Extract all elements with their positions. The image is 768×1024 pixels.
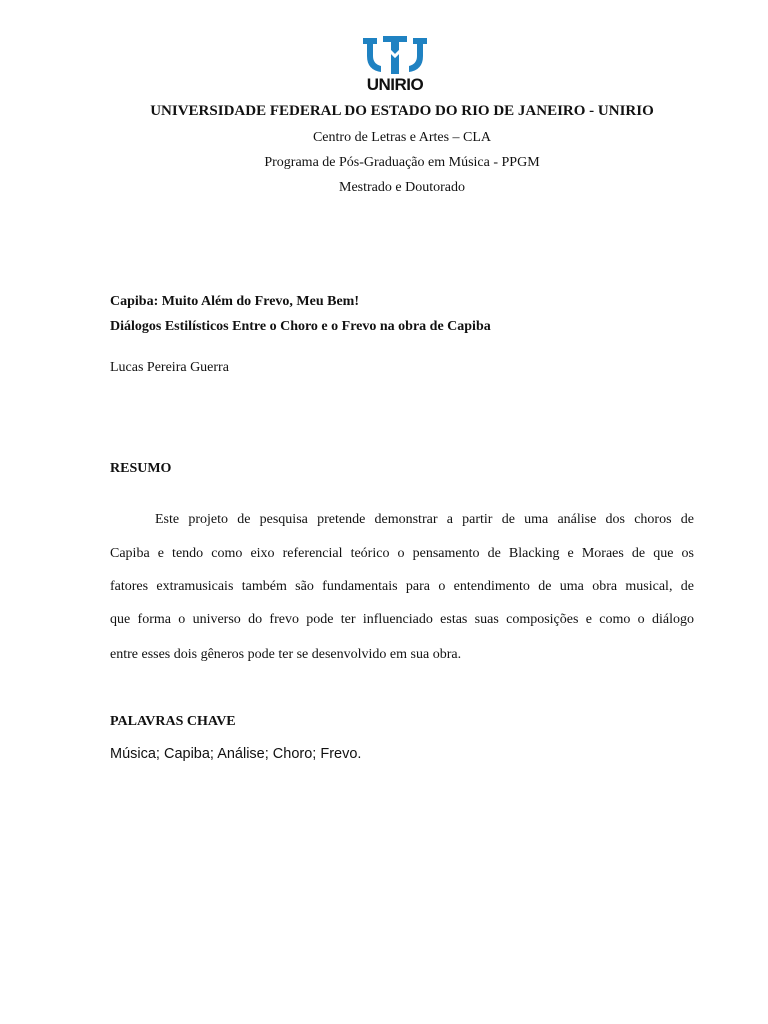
author-name: Lucas Pereira Guerra: [110, 360, 229, 375]
abstract-line: fatores extramusicais também são fundamentais para o entendimento de uma obra musical, de: [110, 579, 694, 594]
program-name: Programa de Pós-Graduação em Música - PPGM: [264, 155, 540, 170]
work-title: Capiba: Muito Além do Frevo, Meu Bem!: [110, 294, 359, 309]
keywords-list: Música; Capiba; Análise; Choro; Frevo.: [110, 746, 362, 762]
degree-name: Mestrado e Doutorado: [339, 180, 465, 195]
abstract-line: entre esses dois gêneros pode ter se desenvolvido em sua obra.: [110, 647, 462, 662]
university-name: UNIVERSIDADE FEDERAL DO ESTADO DO RIO DE JANEIRO - UNIRIO: [150, 103, 654, 119]
unirio-emblem-icon: [355, 34, 435, 76]
abstract-heading: RESUMO: [110, 461, 172, 476]
abstract-line: Este projeto de pesquisa pretende demonstrar a partir de uma análise dos choros de: [155, 512, 694, 527]
logo-wordmark: UNIRIO: [366, 75, 424, 94]
center-name: Centro de Letras e Artes – CLA: [312, 130, 492, 145]
keywords-heading: PALAVRAS CHAVE: [110, 714, 236, 729]
abstract-line: que forma o universo do frevo pode ter influenciado estas suas composições e como o diálogo: [110, 612, 694, 627]
work-subtitle: Diálogos Estilísticos Entre o Choro e o Frevo na obra de Capiba: [110, 319, 491, 334]
abstract-line: Capiba e tendo como eixo referencial teórico o pensamento de Blacking e Moraes de que os: [110, 546, 694, 561]
unirio-logo: [355, 34, 435, 96]
